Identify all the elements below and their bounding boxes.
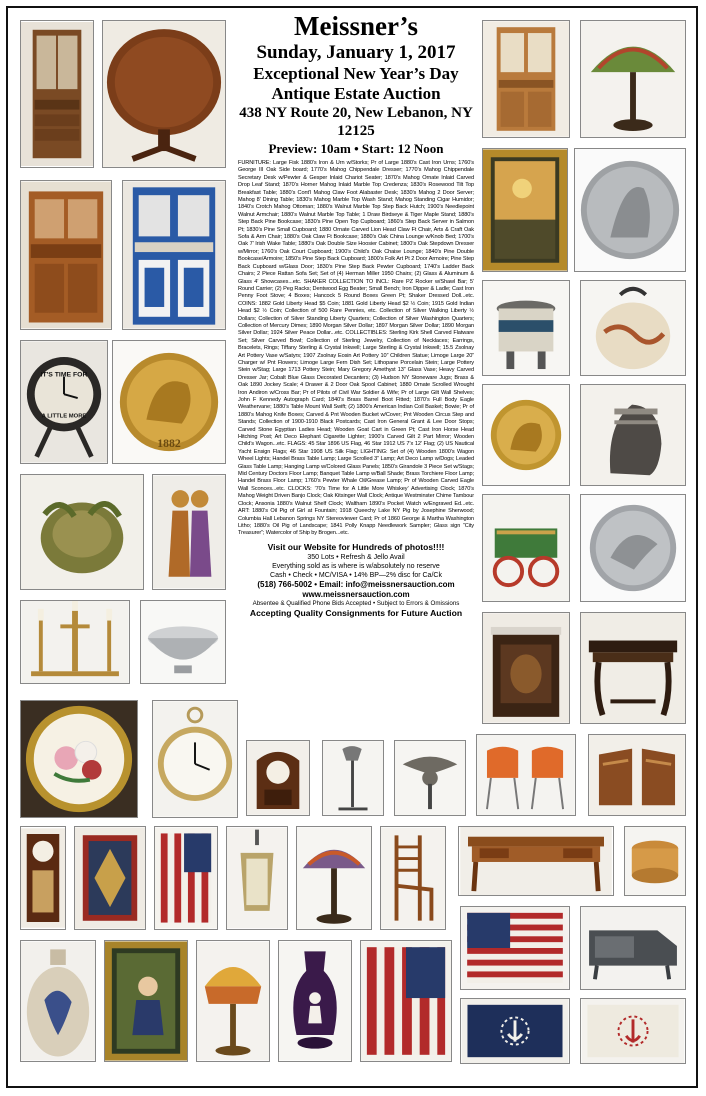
photo-gold-coin (112, 340, 226, 464)
photo-marble-top-credenza (482, 612, 570, 724)
photo-carved-table (580, 612, 686, 724)
photo-us-flag-horizontal (460, 906, 570, 990)
photo-silver-coin-eagle (580, 494, 686, 602)
photo-walking-liberty-coin (574, 148, 686, 272)
photo-gold-coin-small (482, 384, 570, 486)
photo-goat-cart (482, 494, 570, 602)
photo-floor-lamp (322, 740, 384, 816)
lot-count: 350 Lots • Refresh & Jello Avail (307, 553, 405, 561)
visit-website: Visit our Website for Hundreds of photos!!!! (267, 541, 445, 552)
photo-us-flag-vertical (154, 826, 218, 930)
consignment-note: Accepting Quality Consignments for Future Auction (249, 607, 463, 618)
photo-zsolnay-children (152, 474, 226, 590)
photo-eagle-weathervane (394, 740, 466, 816)
preview-time: Preview: 10am • Start: 12 Noon (268, 141, 444, 156)
contact-info: (518) 766-5002 • Email: info@meissnersauction.com (257, 579, 455, 589)
photo-carved-egyptian-head (580, 384, 686, 486)
photo-beaded-lamp (196, 940, 270, 1062)
photo-silver-bowl (140, 600, 226, 684)
photo-knife-boxes (588, 734, 686, 816)
photo-oriental-rug (74, 826, 146, 930)
sale-terms: Everything sold as is where is w/absolutely no reserve (272, 562, 440, 570)
photo-herman-miller-chairs (476, 734, 576, 816)
payment-terms: Cash • Check • MC/VISA • 14% BP—2% disc for Ca/Ck (270, 571, 442, 579)
auction-details (238, 12, 474, 736)
company-name: Meissner’s (294, 11, 418, 41)
photo-girandole-set (20, 600, 130, 684)
photo-bookcase-secretary (20, 20, 94, 168)
clock-top-text: IT'S TIME FOR (40, 371, 88, 379)
photo-landscape-painting (482, 148, 568, 272)
photo-shelf-clock (246, 740, 310, 816)
auction-title-line1: Exceptional New Year’s Day (253, 64, 459, 83)
photo-ceramic-jar (580, 280, 686, 376)
photo-oak-hutch (20, 180, 112, 330)
coin-year: 1882 (157, 437, 181, 451)
photo-us-flag-46star (360, 940, 452, 1062)
photo-yacht-ensign-blue (460, 998, 570, 1064)
photo-banjo-clock (20, 826, 66, 930)
photo-hanging-lamp (226, 826, 288, 930)
photo-leaded-lamp (296, 826, 372, 930)
disclaimer: Absentee & Qualified Phone Bids Accepted • Subject to Errors & Omissions (252, 599, 460, 607)
website-url[interactable]: www.meissnersauction.com (302, 589, 410, 599)
photo-stoneware-jug (20, 940, 96, 1062)
photo-blue-folk-art-cupboard (122, 180, 226, 330)
photo-tiffany-style-lamp (580, 20, 686, 138)
photo-girl-fountain-painting (104, 940, 188, 1062)
photo-yacht-ensign-white (580, 998, 686, 1064)
photo-ladderback-chair (380, 826, 446, 930)
photo-round-tilt-table (102, 20, 226, 168)
photo-limoges-charger (20, 700, 138, 818)
photo-cast-iron-stove (580, 906, 686, 990)
auction-address: 438 NY Route 20, New Lebanon, NY 12125 (239, 105, 473, 139)
photo-stepback-cupboard (482, 20, 570, 138)
photo-shaker-box (624, 826, 686, 896)
auction-title-line2: Antique Estate Auction (271, 84, 441, 103)
photo-sugar-bowl (482, 280, 570, 376)
auction-date: Sunday, January 1, 2017 (256, 42, 456, 63)
photo-advertising-clock (20, 340, 108, 464)
photo-pocket-watch (152, 700, 238, 818)
photo-zsolnay-vase (20, 474, 144, 590)
photo-mary-gregory-vase (278, 940, 352, 1062)
item-listing: FURNITURE: Large Fisk 1880’s Iron & Urn w/Storks; Pr of Large 1880’s Cast Iron Urns; 1760’s George III Oak Side board; 1770’s Mahog Chippendale Dresser; 1770’s Mahog Chippendale Secretary Desk w/Pewter & Gesper Inlaid Chariot Seater; 1870’s Mahog Ornate Inlaid Carved Drop Leaf Stand; 1870’s Horner Mahog Inlaid Marble Top Credenza; 1830’s Rosewood Tilt Top Breakfast Table; 1880’s Cont’l Mahog Claw Foot Alabaster Desk; 1830’s Mahog 2 Door Server; Mahog 8’ Dining Table; 1830’s Mahog Marble Top Wash Stand; Mahog Standing Cigar Humidor; 1840’s Crotch Mahog Ottoman; 1880’s Walnut Marble Top Step Back Hutch; 1900’s Needlepoint Walnut Armchair; 1880’s Walnut Marble Top Table; 1 Draw Birdseye & Tiger Maple Stand; 1880’s Step Back Pine Bookcase; 1830’s Pine Open Top Cupboard; 1860’s Step Back Server in Salmon Pt; 1830’s Pine Small Cupboard; 1880 Ornate Carved Lion Head Claw Ft Chair, Arts & Craft Oak Sofa & Arm Chair; 1880’s Oak Claw Ft Bookcase; 1880’s Oak China Lounge w/Knob Bed; 1700’s Oak 7’ Irish Wake Table; 1880’s Oak Double Size Hoosier Cabinet; 1800’s Oak Stepdown Dresser w/Mirror; 1760’s Oak Court Cupboard; 1900’s Child’s Oak Chaise Lounge; 1840’s Pine Double Bookcase/Armoire; 1850’s Pine Step Back Cupboard; 1800’s Folk Art Pt 2 Door Armoire; Pine Step Back Cupboard w/Glass Door; 1830’s Pine Step Back Pewter Cupboard; 1740’s Ladder Back Chairs; 2 Piece Rattan Sofa Set; Set of (4) Herman Miller 1950 Chairs; (2) Glass & Aluminum & Glass 4’ Showcases...etc. SHAKER COLLECTION TO INCL: Rare PZ Rocker w/Shawl Bar; 5’ Round Carrier; (2) Peg Racks; Dentwood Egg Beater; Small Bench; Iron Dipper & Ladle; Cast Iron Penny Foot Stove; 4 Boxes; Hancock 5 Round Boxes Green Pt; Shaker Dressed Doll...etc. COINS: 1882 Gold Liberty Head $5 Coin; 1881 Gold Liberty Head $2 ½ Coin; 1915 Gold Indian Head $2 ½ Coin; Collection of 500 Rare Pennies, etc. Collection of Silver Walking Liberty ½ Dollars; Collection of Silver Standing Liberty Quarters; Collection of Silver Washington Quarters; Collection of Mercury Dimes; 1890 Morgan Silver Dollar; 1897 Morgan Silver Dollar; 1890 Morgan Silver Dollar; 1924 Silver Peace Dollar...etc. COLLECTIBLES: Sterling Kirk Shell Carved Flatware Set; Silver Carved Bowl; Collection of Sterling Jewelry, Collection of Necklaces; Earrings, Bracelets, Rings; Tiffany Sterling & Crystal Inkwell; Large Sterling & Crystal Inkwell; 15.5 Zsolnay Art Pottery Vase w/Satyrs; 1907 Zsolnay Eosin Art Pottery 10” Children Statue; Limoge Large 20” Charger w/ Pnt Flowers; Limoge Large Fern Dish Set; Lithopane Porcelain Stein; Large Pottery Stein w/Stag; Large 1713 Pottery Stein; Mary Gregory Amethyst 13” Glass Vase; Heavy Carved Dresser Jar; Cobalt Blue Glass Decorated Decanters; (3) Hudson NY Stoneware Jugs; Brass & Oak 1890 Jockey Scale; 4 Drawer & 2 Door Oak Spool Cabinet; 1880 Ornate Scrolled Wrought Iron Andiron w/Cross Bar; Pr of Pilots of Civil War Soldier & Wife; Pr of Large Gilt Wall Shelves; John F Kennedy Autograph Card; 1840’s Brass Barrel Boot Fitted; 1870’s Full Body Eagle Weathervane; 1880’s Table Mount Wall Swift; (2) 1800’s American Indian Coil Basket; Bowie; Pr of 1880’s Mahog Knife Boxes; Carved & Pnt Wooden Bucket w/Cover; Pnt Wooden Circus Step and Stands; Collection of 1900-1910 Black Postcards; Cast Iron General Grant & Lee Door Stops; Carved Stone Egyptian Ladies Head; Wooden Goat Cart in Green Pt; Cast Iron Horse Head Hitching Post; Art Deco Elephant Cigarette Lighter; 1900’s Carved Gilt 2 Part Mirror; Wooden Child’s Wagon...etc. FLAGS: 45 Star 1896 US Flag, 46 Star 1912 US 7’x 12’ Flag; (2) US Nautical Yacht Ensign Flags; 46 Star 1908 US Silk Flag; LIGHTING: Set of (4) Wooden 1800’s Wagon Wheel Lights; Handel Brass Table Lamp; Large Scrolled 3” Lamp; Art Deco Lamp w/Dogs; Leaded Glass Table Lamp; Hanging Lamp w/Colored Glass Panels; 1850’s Girandole 3 Piece Set w/Stags; Mid Century Doctors Floor Lamp; Banquet Table Lamp w/Ball Shade; Brass Torchiere Floor Lamp; Handel Brass Floor Lamp; 1760’s Pewter Whale Oil/Grease Lamp; Pr of Wooden Carved Eagle Wall Sconces...etc. CLOCKS: ’70’s Time for A Little More Whiskey’ Advertising Clock; 1870’s Mahog Weight Driven Banjo Clock; Oak Kitsinger Wall Clock; Antique Westminster Chime Tambour Clock; Ansonia 1880’s Walnut Shelf Clock; Waltham 1890’s Pocket Watch w/Engraved Ed...etc. ART: 1880’s Oil Pig of Girl at Fountain; 1918 Queechy Lake NY Pig by Josephine Sherwood; Columbia Hall Lebanon Springs NY Stereoviewer Card; Pr of 1860 George & Martha Washington Litho; 1880’s Oil Pig of Landscape; 1841 Polly Knapp Needlework Sampler; Glass sign “City Treasurer”; Watercolor of Ship by Brogen...etc. (238, 160, 474, 537)
photo-oak-desk (458, 826, 614, 896)
clock-bottom-text: A LITTLE MORE (41, 413, 87, 420)
